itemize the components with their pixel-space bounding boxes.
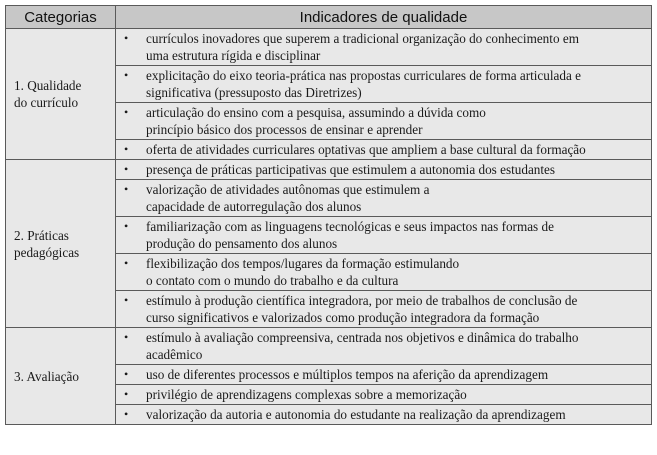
indicator-line: estímulo à produção científica integradora, por meio de trabalhos de conclusão de <box>146 293 578 308</box>
category-cell <box>6 29 116 160</box>
header-categories: Categorias <box>6 6 116 29</box>
indicator-line: oferta de atividades curriculares optativas que ampliem a base cultural da formação <box>146 142 586 157</box>
indicator-text <box>146 30 647 64</box>
indicator-cell <box>116 29 652 66</box>
indicator-cell <box>116 66 652 103</box>
indicator-line: explicitação do eixo teoria-prática nas propostas curriculares de forma articulada e <box>146 68 581 83</box>
category-cell <box>6 328 116 425</box>
indicator-cell <box>116 328 652 365</box>
bullet-icon: • <box>124 387 129 401</box>
category-label: 3. Avaliação <box>14 368 79 384</box>
indicator-line: produção do pensamento dos alunos <box>146 236 338 251</box>
bullet-icon: • <box>124 162 129 176</box>
category-label: do currículo <box>14 95 79 110</box>
table-row <box>6 29 652 66</box>
table-row <box>6 328 652 365</box>
bullet-icon: • <box>124 105 129 119</box>
indicator-line: privilégio de aprendizagens complexas sobre a memorização <box>146 387 467 402</box>
indicator-line: valorização da autoria e autonomia do estudante na realização da aprendizagem <box>146 407 566 422</box>
indicator-cell <box>116 365 652 385</box>
bullet-icon: • <box>124 68 129 82</box>
indicator-line: curso significativos e valorizados como produção integradora da formação <box>146 310 540 325</box>
table-body <box>6 29 652 425</box>
indicator-line: flexibilização dos tempos/lugares da formação estimulando <box>146 256 460 271</box>
indicator-line: o contato com o mundo do trabalho e da cultura <box>146 273 399 288</box>
category-cell <box>6 160 116 328</box>
indicator-line: currículos inovadores que superem a tradicional organização do conhecimento em <box>146 31 579 46</box>
indicator-text <box>146 366 647 383</box>
indicator-cell <box>116 405 652 425</box>
indicator-cell <box>116 385 652 405</box>
bullet-icon: • <box>124 367 129 381</box>
indicator-cell <box>116 254 652 291</box>
bullet-icon: • <box>124 256 129 270</box>
indicator-line: princípio básico dos processos de ensinar e aprender <box>146 122 423 137</box>
category-label: pedagógicas <box>14 244 80 260</box>
indicator-text <box>146 329 647 363</box>
indicator-text <box>146 181 647 215</box>
bullet-icon: • <box>124 219 129 233</box>
indicator-text <box>146 218 647 252</box>
quality-indicators-table <box>5 5 652 425</box>
indicator-line: significativa (pressuposto das Diretrizes) <box>146 85 362 100</box>
bullet-icon: • <box>124 330 129 344</box>
indicator-cell <box>116 180 652 217</box>
indicator-text <box>146 386 647 403</box>
indicator-line: capacidade de autorregulação dos alunos <box>146 199 362 214</box>
indicator-text <box>146 292 647 326</box>
indicator-text <box>146 255 647 289</box>
indicator-line: estímulo à avaliação compreensiva, centrada nos objetivos e dinâmica do trabalho <box>146 330 579 345</box>
indicator-cell <box>116 160 652 180</box>
bullet-icon: • <box>124 407 129 421</box>
table-row <box>6 160 652 180</box>
indicator-line: familiarização com as linguagens tecnológicas e seus impactos nas formas de <box>146 219 554 234</box>
indicator-line: valorização de atividades autônomas que estimulem a <box>146 182 430 197</box>
bullet-icon: • <box>124 293 129 307</box>
indicator-line: uma estrutura rígida e disciplinar <box>146 48 321 63</box>
bullet-icon: • <box>124 182 129 196</box>
indicator-line: acadêmico <box>146 347 203 362</box>
bullet-icon: • <box>124 31 129 45</box>
indicator-cell <box>116 217 652 254</box>
indicator-text <box>146 67 647 101</box>
indicator-text <box>146 141 647 158</box>
category-label: 2. Práticas <box>14 227 69 243</box>
header-row <box>6 6 652 29</box>
header-indicators: Indicadores de qualidade <box>116 6 652 29</box>
indicator-line: uso de diferentes processos e múltiplos tempos na aferição da aprendizagem <box>146 367 549 382</box>
indicator-text <box>146 406 647 423</box>
indicator-cell <box>116 103 652 140</box>
indicator-line: presença de práticas participativas que estimulem a autonomia dos estudantes <box>146 162 556 177</box>
indicator-line: articulação do ensino com a pesquisa, assumindo a dúvida como <box>146 105 486 120</box>
category-label: 1. Qualidade <box>14 78 82 93</box>
indicator-cell <box>116 140 652 160</box>
indicator-cell <box>116 291 652 328</box>
bullet-icon: • <box>124 142 129 156</box>
indicator-text <box>146 161 647 178</box>
indicator-text <box>146 104 647 138</box>
